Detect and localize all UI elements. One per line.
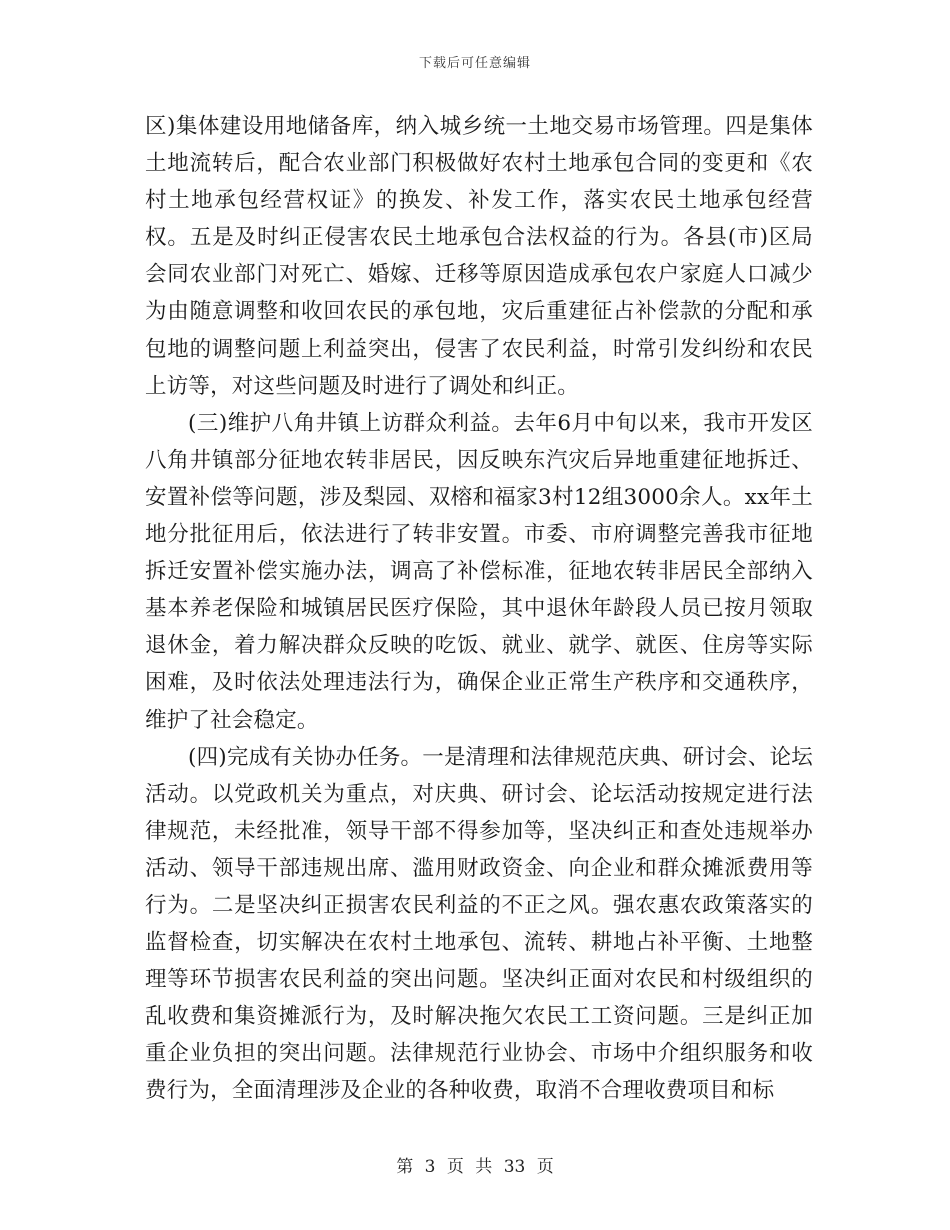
paragraph-continuation: 区)集体建设用地储备库，纳入城乡统一土地交易市场管理。四是集体土地流转后，配合农业部门积极做好农村土地承包合同的变更和《农村土地承包经营权证》的换发、补发工作，落实农民土地承包经营权。五是及时纠正侵害农民土地承包合法权益的行为。各县(市)区局会同农业部门对死亡、婚嫁、迁移等原因造成承包农户家庭人口减少为由随意调整和收回农民的承包地，灾后重建征占补偿款的分配和承包地的调整问题上利益突出，侵害了农民利益，时常引发纠纷和农民上访等，对这些问题及时进行了调处和纠正。 (145, 114, 813, 399)
page-header: 下载后可任意编辑 (418, 56, 531, 71)
paragraph-section-3: (三)维护八角井镇上访群众利益。去年6月中旬以来，我市开发区八角井镇部分征地农转非居民，因反映东汽灾后异地重建征地拆迁、安置补偿等问题，涉及梨园、双榕和福家3村12组3000余人。xx年土地分批征用后，依法进行了转非安置。市委、市府调整完善我市征地拆迁安置补偿实施办法，调高了补偿标准，征地农转非居民全部纳入基本养老保险和城镇居民医疗保险，其中退休年龄段人员已按月领取退休金，着力解决群众反映的吃饭、就业、就学、就医、住房等实际困难，及时依法处理违法行为，确保企业正常生产秩序和交通秩序，维护了社会稳定。 (145, 410, 813, 733)
page-number-footer: 第 3 页 共 33 页 (396, 1157, 554, 1177)
document-body (145, 108, 813, 1110)
paragraph-section-4: (四)完成有关协办任务。一是清理和法律规范庆典、研讨会、论坛活动。以党政机关为重点，对庆典、研讨会、论坛活动按规定进行法律规范，未经批准，领导干部不得参加等，坚决纠正和查处违规举办活动、领导干部违规出席、滥用财政资金、向企业和群众摊派费用等行为。二是坚决纠正损害农民利益的不正之风。强农惠农政策落实的监督检查，切实解决在农村土地承包、流转、耕地占补平衡、土地整理等环节损害农民利益的突出问题。坚决纠正面对农民和村级组织的乱收费和集资摊派行为，及时解决拖欠农民工工资问题。三是纠正加重企业负担的突出问题。法律规范行业协会、市场中介组织服务和收费行为，全面清理涉及企业的各种收费，取消不合理收费项目和标 (145, 744, 813, 1104)
